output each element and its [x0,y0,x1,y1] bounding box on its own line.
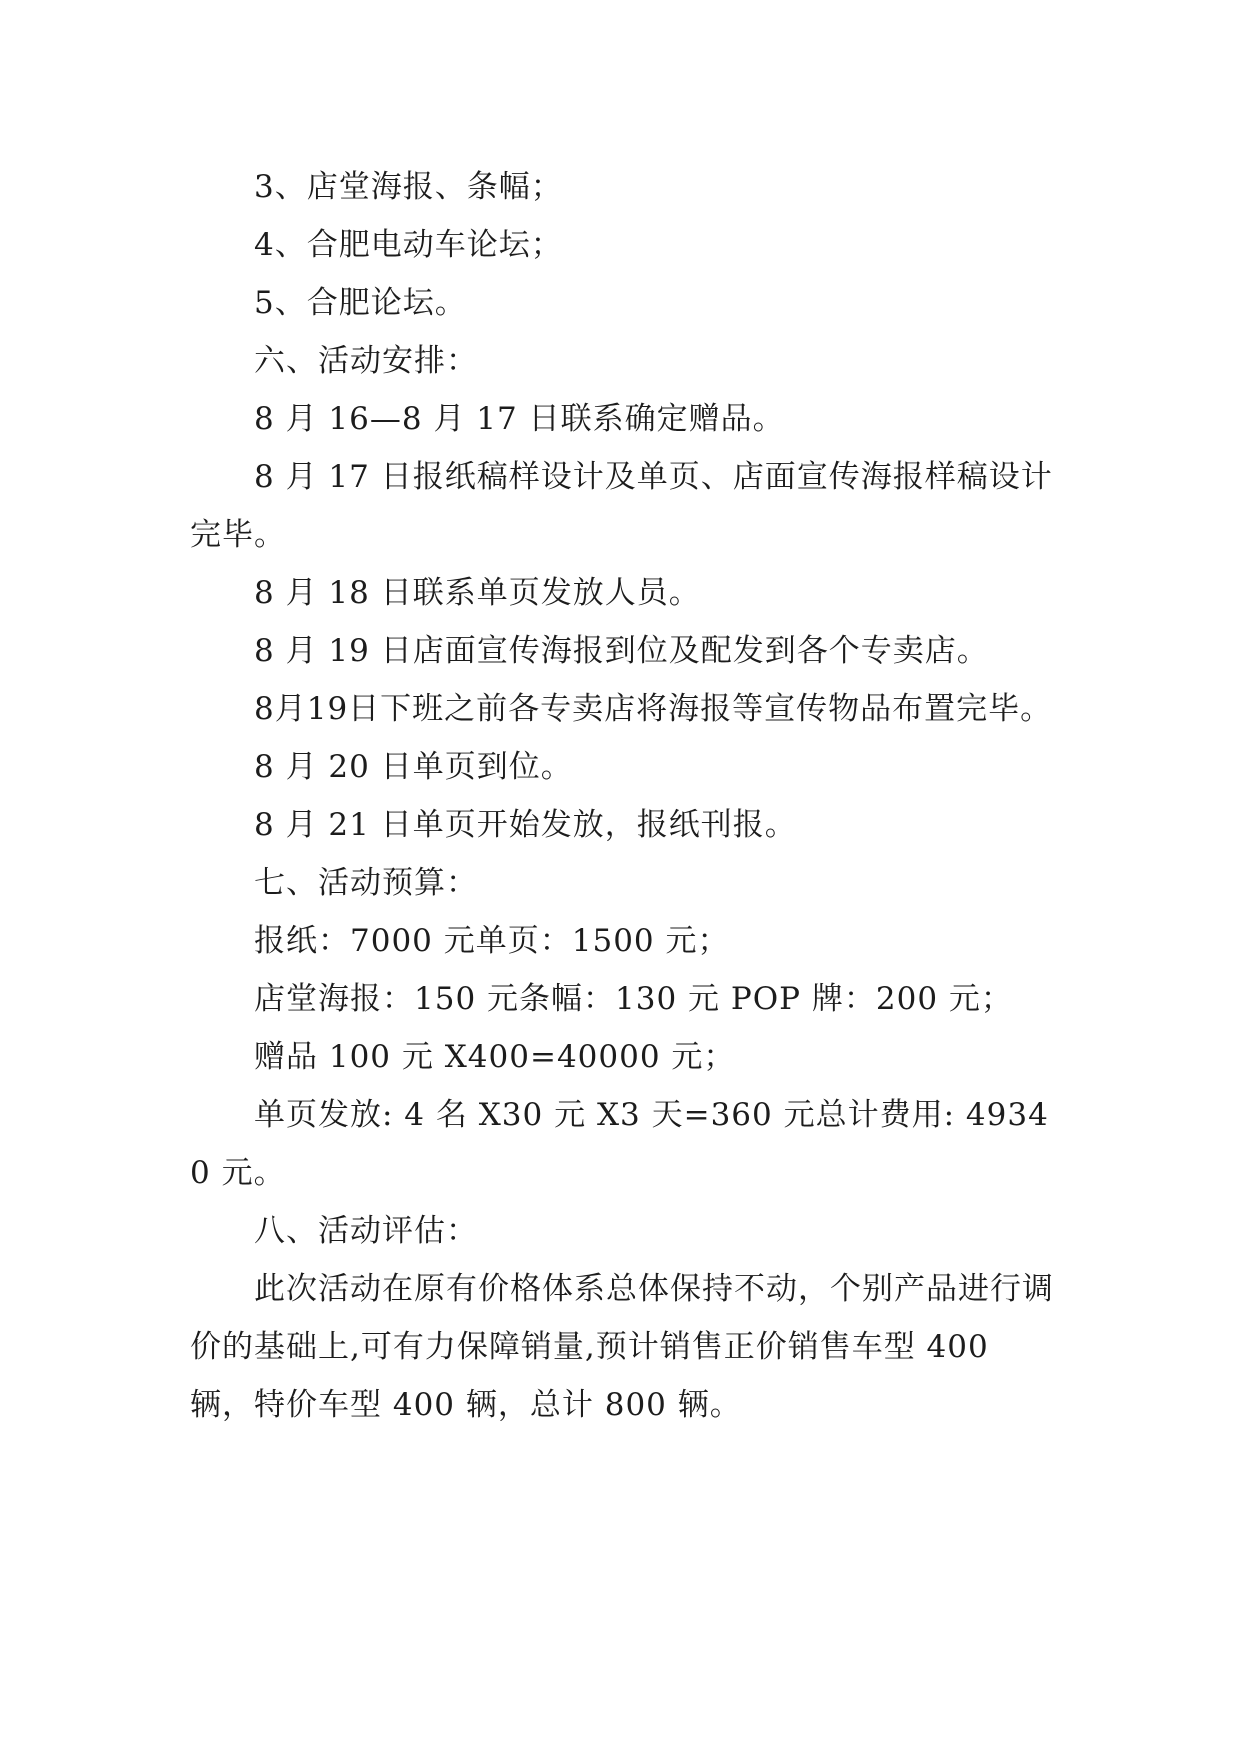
paragraph-evaluation: 此次活动在原有价格体系总体保持不动，个别产品进行调价的基础上,可有力保障销量,预计销售正价销售车型 400 辆，特价车型 400 辆，总计 800 辆。 [190,1271,1054,1423]
paragraph-schedule-4: 8 月 19 日店面宣传海报到位及配发到各个专卖店。 [254,633,989,669]
paragraph-schedule-5: 8月19日下班之前各专卖店将海报等宣传物品布置完毕。 [254,691,1053,727]
section-heading-schedule: 六、活动安排： [254,343,478,379]
paragraph-schedule-7: 8 月 21 日单页开始发放，报纸刊报。 [254,807,797,843]
document-body [190,158,1060,1434]
section-heading-budget: 七、活动预算： [254,865,478,901]
paragraph-promo-item-3: 3、店堂海报、条幅； [254,169,563,205]
paragraph-promo-item-4: 4、合肥电动车论坛； [254,227,563,263]
paragraph-budget-1: 报纸：7000 元单页：1500 元； [254,923,730,959]
paragraph-budget-2: 店堂海报：150 元条幅：130 元 POP 牌：200 元； [254,981,1013,1017]
paragraph-budget-4: 单页发放: 4 名 X30 元 X3 天=360 元总计费用: 49340 元。 [190,1097,1049,1191]
section-heading-evaluation: 八、活动评估： [254,1213,478,1249]
paragraph-budget-3: 赠品 100 元 X400=40000 元； [254,1039,736,1075]
paragraph-promo-item-5: 5、合肥论坛。 [254,285,467,321]
paragraph-schedule-2: 8 月 17 日报纸稿样设计及单页、店面宣传海报样稿设计完毕。 [190,459,1053,553]
paragraph-schedule-6: 8 月 20 日单页到位。 [254,749,573,785]
paragraph-schedule-1: 8 月 16—8 月 17 日联系确定赠品。 [254,401,785,437]
paragraph-schedule-3: 8 月 18 日联系单页发放人员。 [254,575,701,611]
